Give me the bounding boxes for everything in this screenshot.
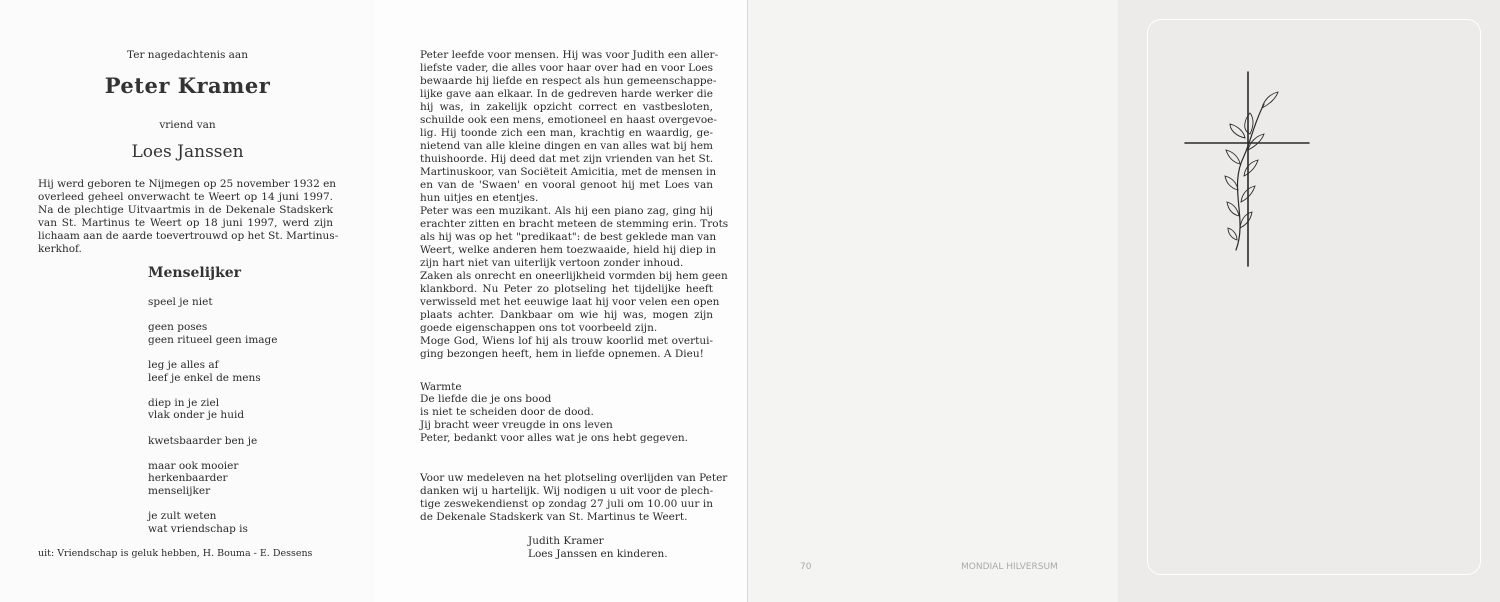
poem-line: leg je alles af (148, 358, 219, 371)
text-line: lijke gave aan elkaar. In de gedreven harde werker die (420, 88, 713, 100)
text-line: liefste vader, die alles voor haar over had en voor Loes (420, 62, 713, 74)
stanza-gap (148, 384, 278, 397)
poem-source: uit: Vriendschap is geluk hebben, H. Bouma - E. Dessens (38, 548, 313, 559)
poem-line: speel je niet (148, 296, 213, 308)
text-line: Voor uw medeleven na het plotseling overlijden van Peter (420, 472, 728, 484)
text-line: de Dekenale Stadskerk van St. Martinus te Weert. (420, 511, 688, 523)
partner-name: Loes Janssen (131, 142, 244, 162)
left-page (0, 0, 375, 602)
poem-line: kwetsbaarder ben je (148, 434, 258, 447)
text-line: Peter leefde voor mensen. Hij was voor Judith een aller- (420, 49, 719, 61)
text-line: thuishoorde. Hij deed dat met zijn vrienden van het St. (420, 153, 714, 165)
text-line: Peter, bedankt voor alles wat je ons hebt gegeven. (420, 432, 689, 444)
poem-line: je zult weten (148, 510, 217, 523)
stanza-gap (148, 498, 278, 511)
stanza-gap (148, 346, 278, 359)
text-line: hun uitjes en etentjes. (420, 192, 539, 204)
text-line: Weert, welke anderen hem toezwaaide, hield hij diep in (420, 244, 717, 256)
text-line: overleed geheel onverwacht te Weert op 14 juni 1997. (38, 191, 333, 203)
stanza-gap (148, 422, 278, 435)
relation-text: vriend van (159, 119, 216, 131)
text-line: goede eigenschappen ons tot voorbeeld zijn. (420, 322, 658, 334)
stanza-gap (148, 309, 278, 322)
text-line: Martinuskoor, van Sociëteit Amicitia, met de mensen in (420, 166, 717, 178)
printer-name: MONDIAL HILVERSUM (961, 562, 1058, 572)
deceased-name: Peter Kramer (104, 73, 271, 98)
text-line: Jij bracht weer vreugde in ons leven (420, 419, 613, 431)
text-line: hij was, in zakelijk opzicht correct en vastbesloten, (420, 101, 713, 113)
back-page (748, 0, 1118, 602)
text-line: als hij was op het "predikaat": de best geklede man van (420, 231, 717, 243)
tribute-text (420, 49, 729, 361)
front-card (1118, 0, 1500, 602)
text-line: verwisseld met het eeuwige laat hij voor velen een open (420, 296, 720, 308)
stanza-gap (148, 447, 278, 460)
text-line: schuilde ook een mens, emotioneel en haast overgevoe- (420, 114, 717, 126)
text-line: klankbord. Nu Peter zo plotseling het tijdelijke heeft (420, 283, 713, 295)
text-line: nietend van alle kleine dingen en van alles wat bij hem (420, 140, 713, 152)
text-line: Peter was een muzikant. Als hij een piano zag, ging hij (420, 205, 713, 217)
text-line: ging bezongen heeft, hem in liefde opnemen. A Dieu! (420, 348, 704, 360)
poem-line: wat vriendschap is (148, 522, 248, 535)
text-line: lichaam aan de aarde toevertrouwd op het St. Martinus- (38, 230, 339, 242)
text-line: tige zeswekendienst op zondag 27 juli om 10.00 uur in (420, 498, 713, 510)
poem-line: maar ook mooier (148, 459, 239, 472)
poem-title: Menselijker (148, 265, 242, 281)
biography (38, 178, 339, 256)
cross-with-branch-icon (1178, 68, 1318, 273)
poem (148, 296, 278, 535)
text-line: kerkhof. (38, 243, 82, 255)
text-line: Moge God, Wiens lof hij als trouw koorlid met overtui- (420, 335, 713, 347)
text-line: Na de plechtige Uitvaartmis in de Dekenale Stadskerk (38, 204, 333, 216)
text-line: en van de 'Swaen' en vooral genoot hij met Loes van (420, 179, 713, 191)
thanks-text (420, 472, 728, 524)
poem-line: geen poses (148, 321, 208, 334)
signatures (528, 535, 668, 561)
warmte-title: Warmte (420, 381, 462, 393)
text-line: bewaarde hij liefde en respect als hun gemeenschappe- (420, 75, 717, 87)
right-page (375, 0, 747, 602)
poem-line: herkenbaarder (148, 472, 228, 485)
text-line: Loes Janssen en kinderen. (528, 548, 668, 560)
text-line: van St. Martinus te Weert op 18 juni 1997, werd zijn (38, 217, 333, 229)
warmte-poem (420, 393, 688, 445)
intro-text: Ter nagedachtenis aan (127, 49, 248, 61)
text-line: erachter zitten en bracht meteen de stemming erin. Trots (420, 218, 729, 230)
text-line: De liefde die je ons bood (420, 393, 552, 405)
text-line: Judith Kramer (528, 535, 604, 547)
poem-line: leef je enkel de mens (148, 371, 261, 384)
poem-line: geen ritueel geen image (148, 333, 278, 346)
text-line: Zaken als onrecht en oneerlijkheid vormden bij hem geen (420, 270, 728, 282)
text-line: plaats achter. Dankbaar om wie hij was, mogen zijn (420, 309, 713, 321)
text-line: lig. Hij toonde zich een man, krachtig en waardig, ge- (420, 127, 713, 139)
poem-line: diep in je ziel (148, 396, 220, 409)
text-line: danken wij u hartelijk. Wij nodigen u uit voor de plech- (420, 485, 714, 497)
text-line: is niet te scheiden door de dood. (420, 406, 594, 418)
poem-line: menselijker (148, 484, 211, 497)
poem-line: vlak onder je huid (148, 409, 245, 422)
page-number: 70 (800, 562, 812, 572)
text-line: Hij werd geboren te Nijmegen op 25 november 1932 en (38, 178, 337, 190)
text-line: zijn hart niet van uiterlijk vertoon zonder inhoud. (420, 257, 684, 269)
